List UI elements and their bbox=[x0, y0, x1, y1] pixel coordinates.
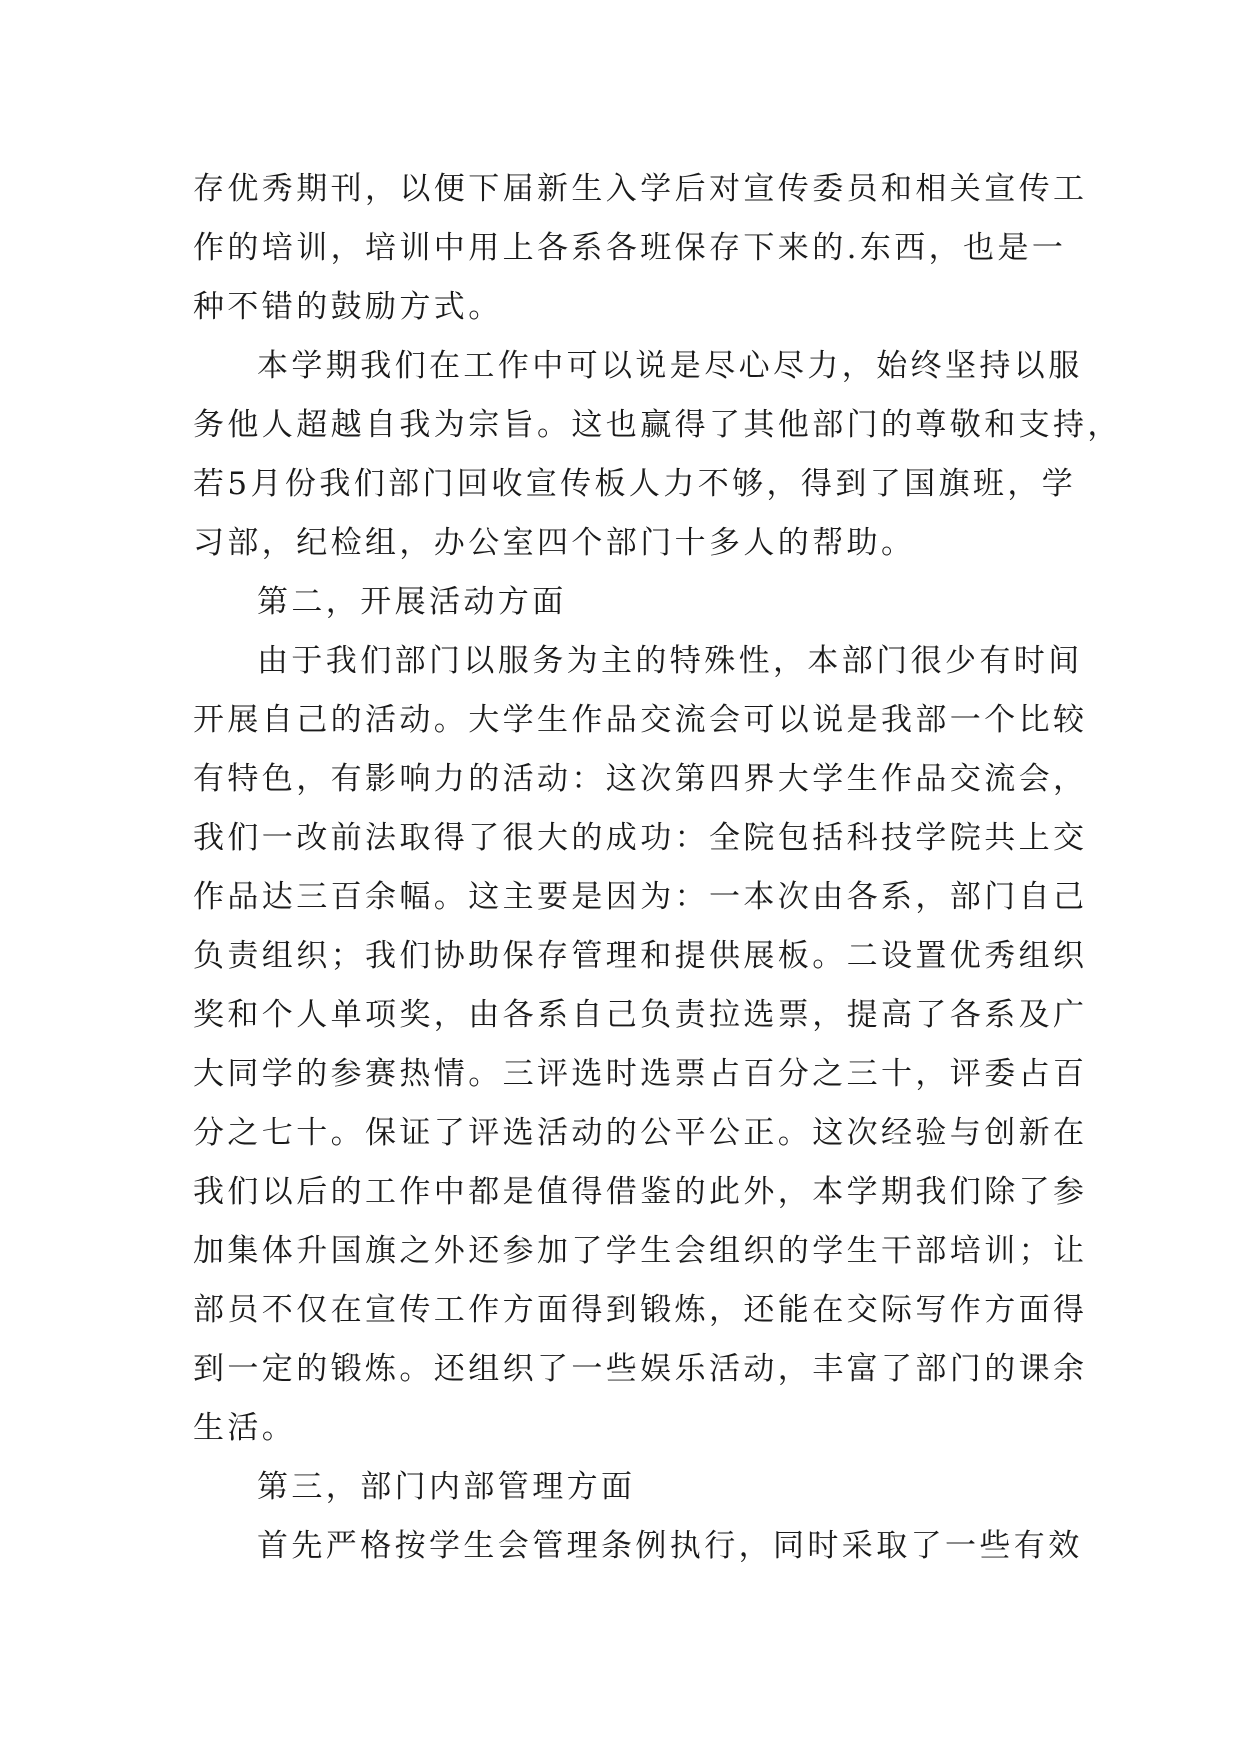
text-line: 有特色，有影响力的活动：这次第四界大学生作品交流会， bbox=[193, 761, 1088, 797]
text-line: 到一定的锻炼。还组织了一些娱乐活动，丰富了部门的课余 bbox=[193, 1351, 1088, 1387]
text-line: 若5月份我们部门回收宣传板人力不够，得到了国旗班，学 bbox=[193, 466, 1077, 502]
text-line: 种不错的鼓励方式。 bbox=[193, 289, 503, 325]
document-body bbox=[193, 160, 1122, 1576]
text-line: 作的培训，培训中用上各系各班保存下来的.东西，也是一 bbox=[193, 230, 1067, 266]
text-line: 生活。 bbox=[193, 1410, 297, 1446]
text-line: 开展自己的活动。大学生作品交流会可以说是我部一个比较 bbox=[193, 702, 1088, 738]
text-line: 加集体升国旗之外还参加了学生会组织的学生干部培训；让 bbox=[193, 1233, 1088, 1269]
paragraph-first-line: 本学期我们在工作中可以说是尽心尽力，始终坚持以服 bbox=[257, 348, 1083, 384]
text-line: 奖和个人单项奖，由各系自己负责拉选票，提高了各系及广 bbox=[193, 997, 1088, 1033]
text-line: 分之七十。保证了评选活动的公平公正。这次经验与创新在 bbox=[193, 1115, 1088, 1151]
section-heading: 第三，部门内部管理方面 bbox=[257, 1469, 636, 1505]
text-line: 我们一改前法取得了很大的成功：全院包括科技学院共上交 bbox=[193, 820, 1088, 856]
text-line: 我们以后的工作中都是值得借鉴的此外，本学期我们除了参 bbox=[193, 1174, 1088, 1210]
text-line: 务他人超越自我为宗旨。这也赢得了其他部门的尊敬和支持， bbox=[193, 407, 1122, 443]
paragraph-first-line: 由于我们部门以服务为主的特殊性，本部门很少有时间 bbox=[257, 643, 1083, 679]
section-heading: 第二，开展活动方面 bbox=[257, 584, 567, 620]
text-line: 习部，纪检组，办公室四个部门十多人的帮助。 bbox=[193, 525, 916, 561]
paragraph-first-line: 首先严格按学生会管理条例执行，同时采取了一些有效 bbox=[257, 1528, 1083, 1564]
text-line: 部员不仅在宣传工作方面得到锻炼，还能在交际写作方面得 bbox=[193, 1292, 1088, 1328]
text-line: 作品达三百余幅。这主要是因为：一本次由各系，部门自己 bbox=[193, 879, 1088, 915]
text-line: 负责组织；我们协助保存管理和提供展板。二设置优秀组织 bbox=[193, 938, 1088, 974]
text-line: 存优秀期刊，以便下届新生入学后对宣传委员和相关宣传工 bbox=[193, 171, 1088, 207]
text-line: 大同学的参赛热情。三评选时选票占百分之三十，评委占百 bbox=[193, 1056, 1088, 1092]
